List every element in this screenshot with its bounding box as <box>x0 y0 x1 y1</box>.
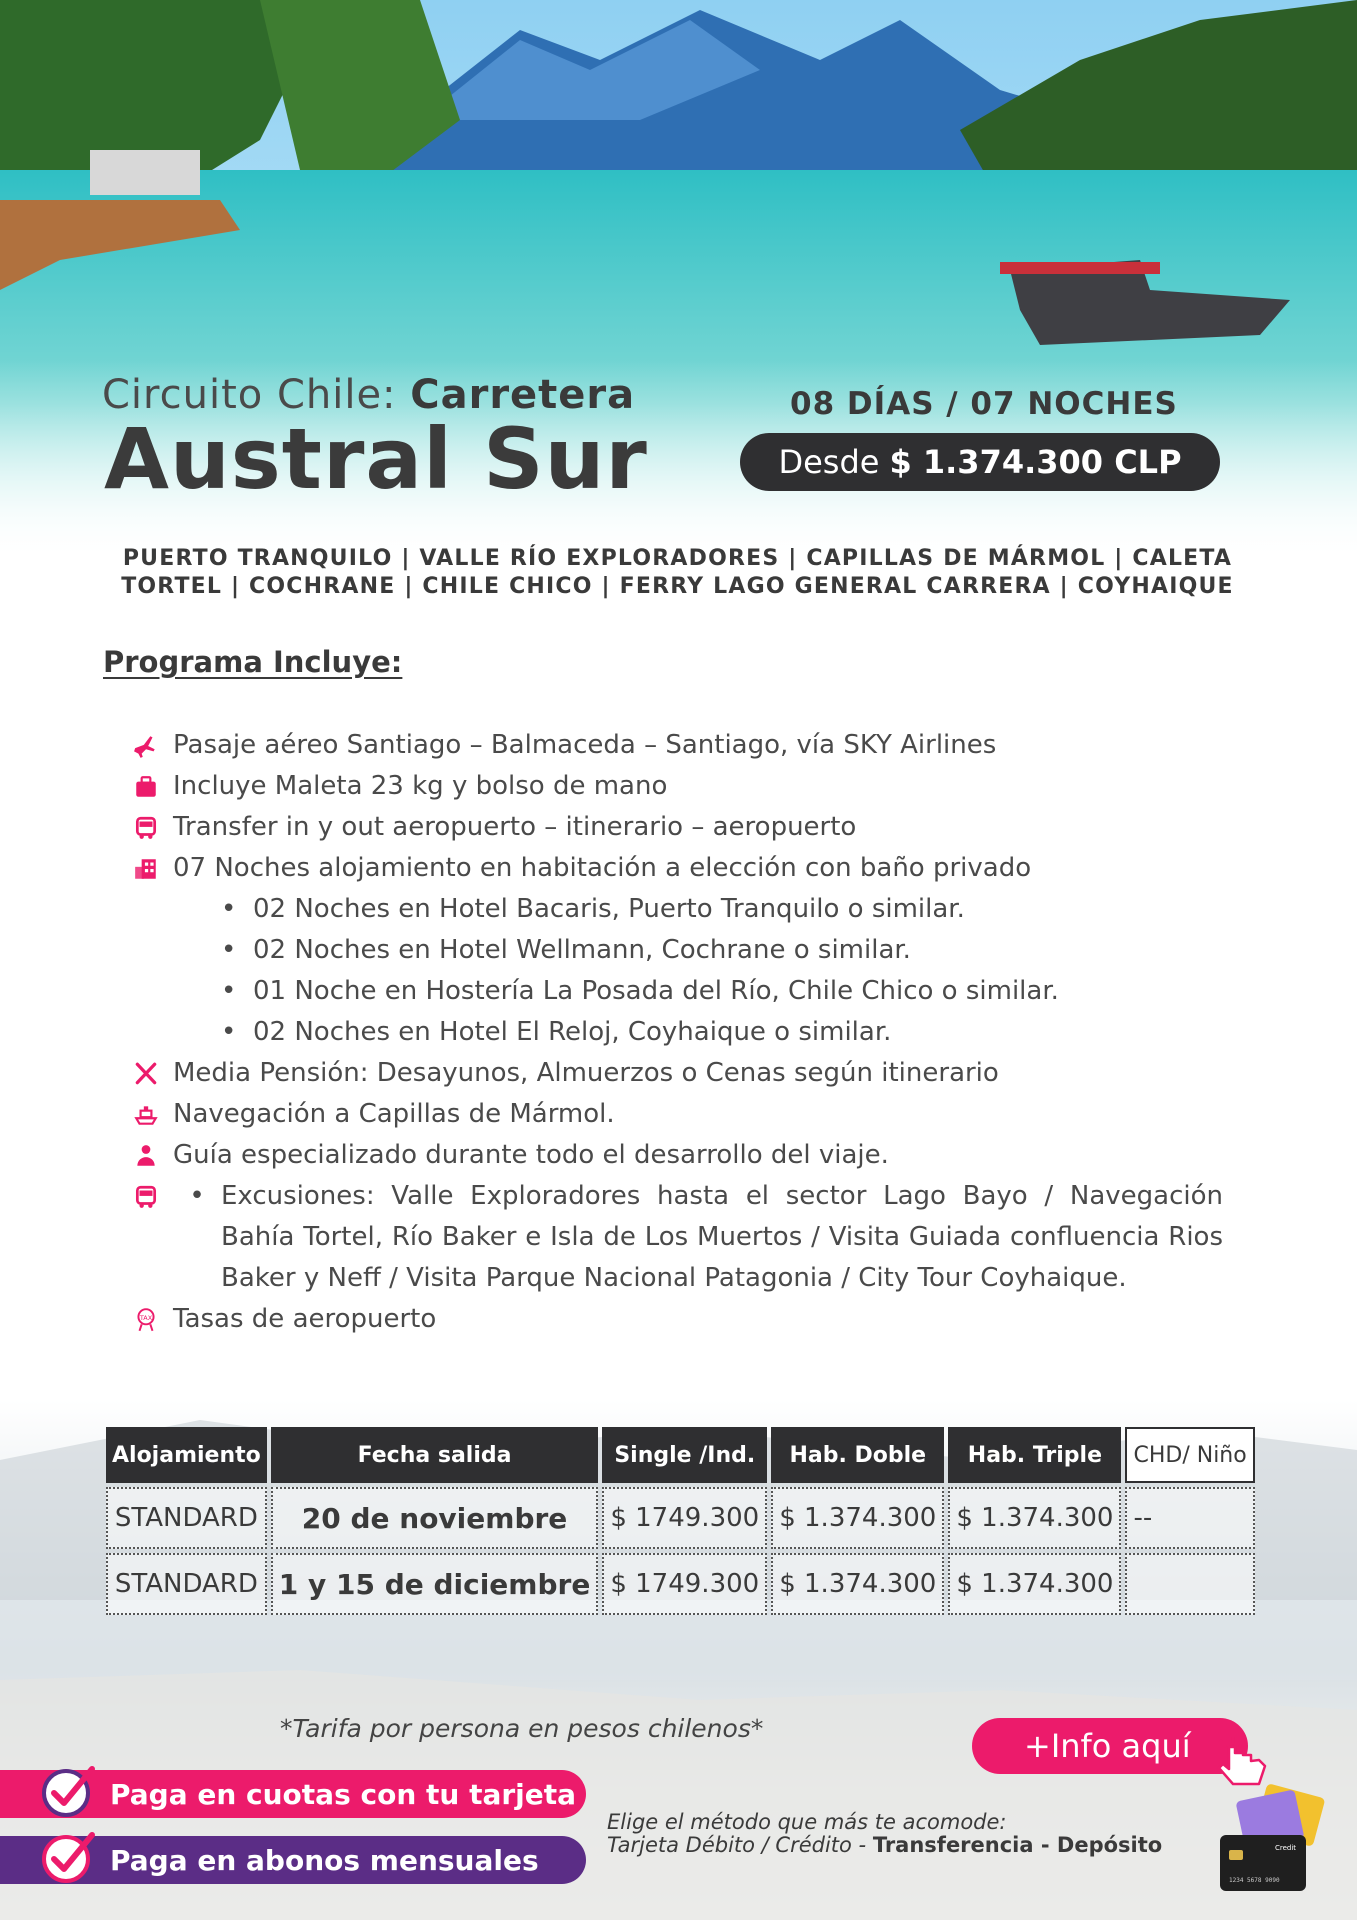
includes-title: Programa Incluye: <box>103 645 403 679</box>
payment-methods <box>607 1811 1162 1857</box>
table-header-row <box>106 1427 1255 1483</box>
bus-icon <box>133 807 173 848</box>
list-item: Media Pensión: Desayunos, Almuerzos o Cenas según itinerario <box>133 1053 1223 1094</box>
check-icon <box>38 1761 98 1821</box>
list-item: Guía especializado durante todo el desarrollo del viaje. <box>133 1135 1223 1176</box>
list-item: 07 Noches alojamiento en habitación a elección con baño privado <box>133 848 1223 889</box>
list-item: • 02 Noches en Hotel Bacaris, Puerto Tranquilo o similar. <box>221 894 965 924</box>
bus-icon <box>133 1176 173 1299</box>
column-header: Hab. Doble <box>771 1427 944 1483</box>
rates-table <box>102 1427 1259 1615</box>
svg-text:TAX: TAX <box>139 1313 153 1322</box>
price-label: Desde <box>778 443 880 481</box>
destinations-list: PUERTO TRANQUILO | VALLE RÍO EXPLORADORES | CAPILLAS DE MÁRMOL | CALETA TORTEL | COCHRANE | CHILE CHICO | FERRY LAGO GENERAL CARRERA | COYHAIQUE <box>121 546 1234 599</box>
list-item: Incluye Maleta 23 kg y bolso de mano <box>133 766 1223 807</box>
table-row <box>106 1487 1255 1549</box>
table-cell: $ 1749.300 <box>602 1553 767 1615</box>
page-title: Austral Sur <box>104 410 648 508</box>
table-cell: -- <box>1125 1487 1254 1549</box>
includes-list <box>133 725 1223 1340</box>
suitcase-icon <box>133 766 173 807</box>
list-item: TAX Tasas de aeropuerto <box>133 1299 1223 1340</box>
table-cell: $ 1.374.300 <box>771 1553 944 1615</box>
svg-text:1234 5678 9090: 1234 5678 9090 <box>1229 1877 1280 1884</box>
list-item: • 02 Noches en Hotel El Reloj, Coyhaique o similar. <box>221 1017 892 1047</box>
table-cell: STANDARD <box>106 1487 267 1549</box>
list-item: • 02 Noches en Hotel Wellmann, Cochrane o similar. <box>221 935 911 965</box>
ship-icon <box>133 1094 173 1135</box>
table-row <box>106 1553 1255 1615</box>
table-cell: 20 de noviembre <box>271 1487 599 1549</box>
list-item: • 01 Noche en Hostería La Posada del Río, Chile Chico o similar. <box>221 976 1059 1006</box>
pay-monthly-banner: Paga en abonos mensuales <box>0 1836 586 1884</box>
column-header: Fecha salida <box>271 1427 599 1483</box>
utensils-icon <box>133 1053 173 1094</box>
payment-methods-options: Tarjeta Débito / Crédito - Transferencia - Depósito <box>607 1833 1163 1857</box>
table-cell: STANDARD <box>106 1553 267 1615</box>
table-cell: 1 y 15 de diciembre <box>271 1553 599 1615</box>
table-cell: $ 1.374.300 <box>948 1487 1121 1549</box>
hotel-list <box>133 889 1223 1053</box>
tax-icon <box>133 1299 173 1340</box>
table-cell <box>1125 1553 1254 1615</box>
list-item: Transfer in y out aeropuerto – itinerario – aeropuerto <box>133 807 1223 848</box>
title-highlight: Carretera <box>410 372 636 418</box>
price-badge <box>740 433 1220 491</box>
credit-cards-icon <box>1215 1780 1335 1900</box>
hotel-icon <box>133 848 173 889</box>
price-note: *Tarifa por persona en pesos chilenos* <box>280 1714 764 1743</box>
plane-icon <box>133 725 173 766</box>
payment-methods-intro: Elige el método que más te acomode: <box>607 1810 1007 1834</box>
price-amount: $ 1.374.300 CLP <box>889 443 1182 481</box>
table-cell: $ 1749.300 <box>602 1487 767 1549</box>
list-item: Navegación a Capillas de Mármol. <box>133 1094 1223 1135</box>
column-header: Single /Ind. <box>602 1427 767 1483</box>
column-header: Alojamiento <box>106 1427 267 1483</box>
trip-duration: 08 DÍAS / 07 NOCHES <box>790 386 1178 422</box>
title-prefix: Circuito Chile: <box>102 372 411 418</box>
info-button[interactable]: +Info aquí <box>972 1718 1248 1774</box>
svg-text:Credit: Credit <box>1275 1844 1297 1852</box>
pay-installments-banner: Paga en cuotas con tu tarjeta <box>0 1770 586 1818</box>
check-icon <box>38 1827 98 1887</box>
table-cell: $ 1.374.300 <box>771 1487 944 1549</box>
table-cell: $ 1.374.300 <box>948 1553 1121 1615</box>
list-item: Pasaje aéreo Santiago – Balmaceda – Santiago, vía SKY Airlines <box>133 725 1223 766</box>
column-header: CHD/ Niño <box>1125 1427 1254 1483</box>
column-header: Hab. Triple <box>948 1427 1121 1483</box>
guide-icon <box>133 1135 173 1176</box>
list-item: • Excusiones: Valle Exploradores hasta el sector Lago Bayo / Navegación Bahía Tortel, Río Baker e Isla de Los Muertos / Visita Guiada confluencia Rios Baker y Neff / Visita Parque Nacional Patagonia / City Tour Coyhaique. <box>133 1176 1223 1299</box>
